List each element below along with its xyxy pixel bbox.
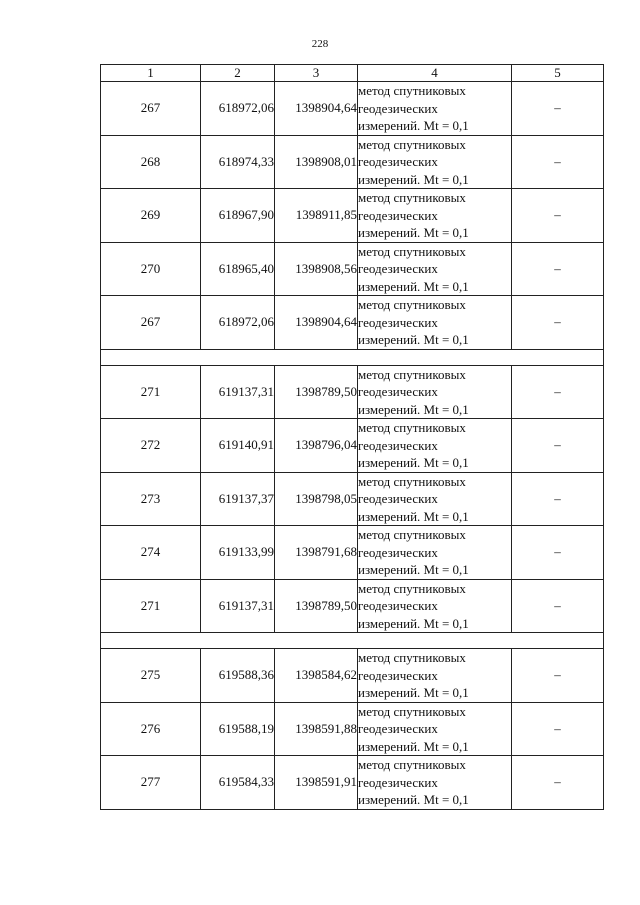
dash-cell: – <box>512 702 604 756</box>
method-text-line: измерений. Mt = 0,1 <box>358 332 469 347</box>
y-coordinate-cell: 1398789,50 <box>275 365 358 419</box>
point-number-cell: 267 <box>101 82 201 136</box>
dash-cell: – <box>512 526 604 580</box>
table-row <box>101 82 604 136</box>
column-header: 4 <box>358 65 512 82</box>
method-cell <box>358 419 512 473</box>
y-coordinate-cell: 1398904,64 <box>275 296 358 350</box>
method-cell <box>358 579 512 633</box>
point-number-cell: 274 <box>101 526 201 580</box>
y-coordinate-cell: 1398791,68 <box>275 526 358 580</box>
dash-cell: – <box>512 242 604 296</box>
table-row <box>101 242 604 296</box>
point-number-cell: 275 <box>101 649 201 703</box>
y-coordinate-cell: 1398591,91 <box>275 756 358 810</box>
table-row <box>101 756 604 810</box>
y-coordinate-cell: 1398789,50 <box>275 579 358 633</box>
coordinates-table <box>100 64 604 810</box>
x-coordinate-cell: 619588,36 <box>201 649 275 703</box>
y-coordinate-cell: 1398798,05 <box>275 472 358 526</box>
x-coordinate-cell: 619137,31 <box>201 579 275 633</box>
point-number-cell: 267 <box>101 296 201 350</box>
table-row <box>101 189 604 243</box>
method-cell <box>358 296 512 350</box>
point-number-cell: 273 <box>101 472 201 526</box>
dash-cell: – <box>512 82 604 136</box>
method-cell <box>358 82 512 136</box>
x-coordinate-cell: 619133,99 <box>201 526 275 580</box>
method-text-line: измерений. Mt = 0,1 <box>358 401 469 417</box>
method-text-line: метод спутниковых <box>358 703 466 719</box>
method-text-line: геодезических <box>358 437 438 453</box>
method-text-line: геодезических <box>358 384 438 399</box>
dash-cell: – <box>512 135 604 189</box>
method-text-line: измерений. Mt = 0,1 <box>358 685 469 700</box>
method-text-line: метод спутниковых <box>358 757 466 772</box>
method-text-line: метод спутниковых <box>358 366 466 382</box>
method-cell <box>358 756 512 810</box>
x-coordinate-cell: 619137,37 <box>201 472 275 526</box>
x-coordinate-cell: 618965,40 <box>201 242 275 296</box>
method-text-line: геодезических <box>358 154 438 169</box>
method-text-line: метод спутниковых <box>358 650 466 665</box>
y-coordinate-cell: 1398911,85 <box>275 189 358 243</box>
point-number-cell: 272 <box>101 419 201 473</box>
method-cell <box>358 189 512 243</box>
table-row <box>101 702 604 756</box>
table-row <box>101 135 604 189</box>
dash-cell: – <box>512 579 604 633</box>
method-cell <box>358 365 512 419</box>
method-text-line: метод спутниковых <box>358 136 466 152</box>
table-header-row <box>101 65 604 82</box>
table-row <box>101 365 604 419</box>
method-text-line: измерений. Mt = 0,1 <box>358 225 469 240</box>
method-text-line: геодезических <box>358 544 438 560</box>
dash-cell: – <box>512 649 604 703</box>
x-coordinate-cell: 619588,19 <box>201 702 275 756</box>
method-text-line: измерений. Mt = 0,1 <box>358 171 469 187</box>
method-cell <box>358 526 512 580</box>
point-number-cell: 269 <box>101 189 201 243</box>
method-text-line: геодезических <box>358 491 438 506</box>
method-text-line: геодезических <box>358 207 438 223</box>
method-cell <box>358 242 512 296</box>
method-text-line: измерений. Mt = 0,1 <box>358 615 469 631</box>
method-cell <box>358 702 512 756</box>
table-row <box>101 649 604 703</box>
method-text-line: измерений. Mt = 0,1 <box>358 738 469 754</box>
y-coordinate-cell: 1398584,62 <box>275 649 358 703</box>
method-text-line: метод спутниковых <box>358 243 466 259</box>
x-coordinate-cell: 619140,91 <box>201 419 275 473</box>
column-header: 3 <box>275 65 358 82</box>
page-number: 228 <box>311 38 329 50</box>
point-number-cell: 268 <box>101 135 201 189</box>
dash-cell: – <box>512 189 604 243</box>
method-text-line: измерений. Mt = 0,1 <box>358 508 469 524</box>
group-separator-row <box>101 633 604 649</box>
column-header: 2 <box>201 65 275 82</box>
y-coordinate-cell: 1398908,56 <box>275 242 358 296</box>
x-coordinate-cell: 618972,06 <box>201 82 275 136</box>
method-text-line: измерений. Mt = 0,1 <box>358 118 469 133</box>
method-text-line: геодезических <box>358 314 438 330</box>
method-text-line: измерений. Mt = 0,1 <box>358 455 469 470</box>
method-text-line: измерений. Mt = 0,1 <box>358 562 469 577</box>
method-text-line: метод спутниковых <box>358 420 466 435</box>
method-cell <box>358 649 512 703</box>
method-text-line: геодезических <box>358 100 438 116</box>
point-number-cell: 277 <box>101 756 201 810</box>
dash-cell: – <box>512 365 604 419</box>
table-body <box>101 82 604 810</box>
method-text-line: метод спутниковых <box>358 190 466 205</box>
method-text-line: измерений. Mt = 0,1 <box>358 278 469 294</box>
x-coordinate-cell: 618967,90 <box>201 189 275 243</box>
y-coordinate-cell: 1398908,01 <box>275 135 358 189</box>
y-coordinate-cell: 1398591,88 <box>275 702 358 756</box>
group-separator-cell <box>101 349 604 365</box>
column-header: 1 <box>101 65 201 82</box>
table-row <box>101 579 604 633</box>
method-text-line: метод спутниковых <box>358 473 466 489</box>
point-number-cell: 270 <box>101 242 201 296</box>
method-text-line: измерений. Mt = 0,1 <box>358 792 469 807</box>
point-number-cell: 271 <box>101 365 201 419</box>
dash-cell: – <box>512 472 604 526</box>
method-cell <box>358 472 512 526</box>
dash-cell: – <box>512 756 604 810</box>
column-header: 5 <box>512 65 604 82</box>
table-row <box>101 419 604 473</box>
table-row <box>101 296 604 350</box>
method-text-line: метод спутниковых <box>358 297 466 312</box>
method-text-line: метод спутниковых <box>358 83 466 98</box>
point-number-cell: 276 <box>101 702 201 756</box>
method-text-line: метод спутниковых <box>358 527 466 542</box>
y-coordinate-cell: 1398796,04 <box>275 419 358 473</box>
method-cell <box>358 135 512 189</box>
method-text-line: геодезических <box>358 261 438 276</box>
x-coordinate-cell: 619137,31 <box>201 365 275 419</box>
method-text-line: геодезических <box>358 774 438 790</box>
dash-cell: – <box>512 296 604 350</box>
x-coordinate-cell: 618972,06 <box>201 296 275 350</box>
group-separator-cell <box>101 633 604 649</box>
table-row <box>101 472 604 526</box>
method-text-line: геодезических <box>358 598 438 613</box>
x-coordinate-cell: 619584,33 <box>201 756 275 810</box>
table-row <box>101 526 604 580</box>
method-text-line: геодезических <box>358 721 438 736</box>
group-separator-row <box>101 349 604 365</box>
x-coordinate-cell: 618974,33 <box>201 135 275 189</box>
method-text-line: метод спутниковых <box>358 580 466 596</box>
dash-cell: – <box>512 419 604 473</box>
point-number-cell: 271 <box>101 579 201 633</box>
y-coordinate-cell: 1398904,64 <box>275 82 358 136</box>
method-text-line: геодезических <box>358 667 438 683</box>
